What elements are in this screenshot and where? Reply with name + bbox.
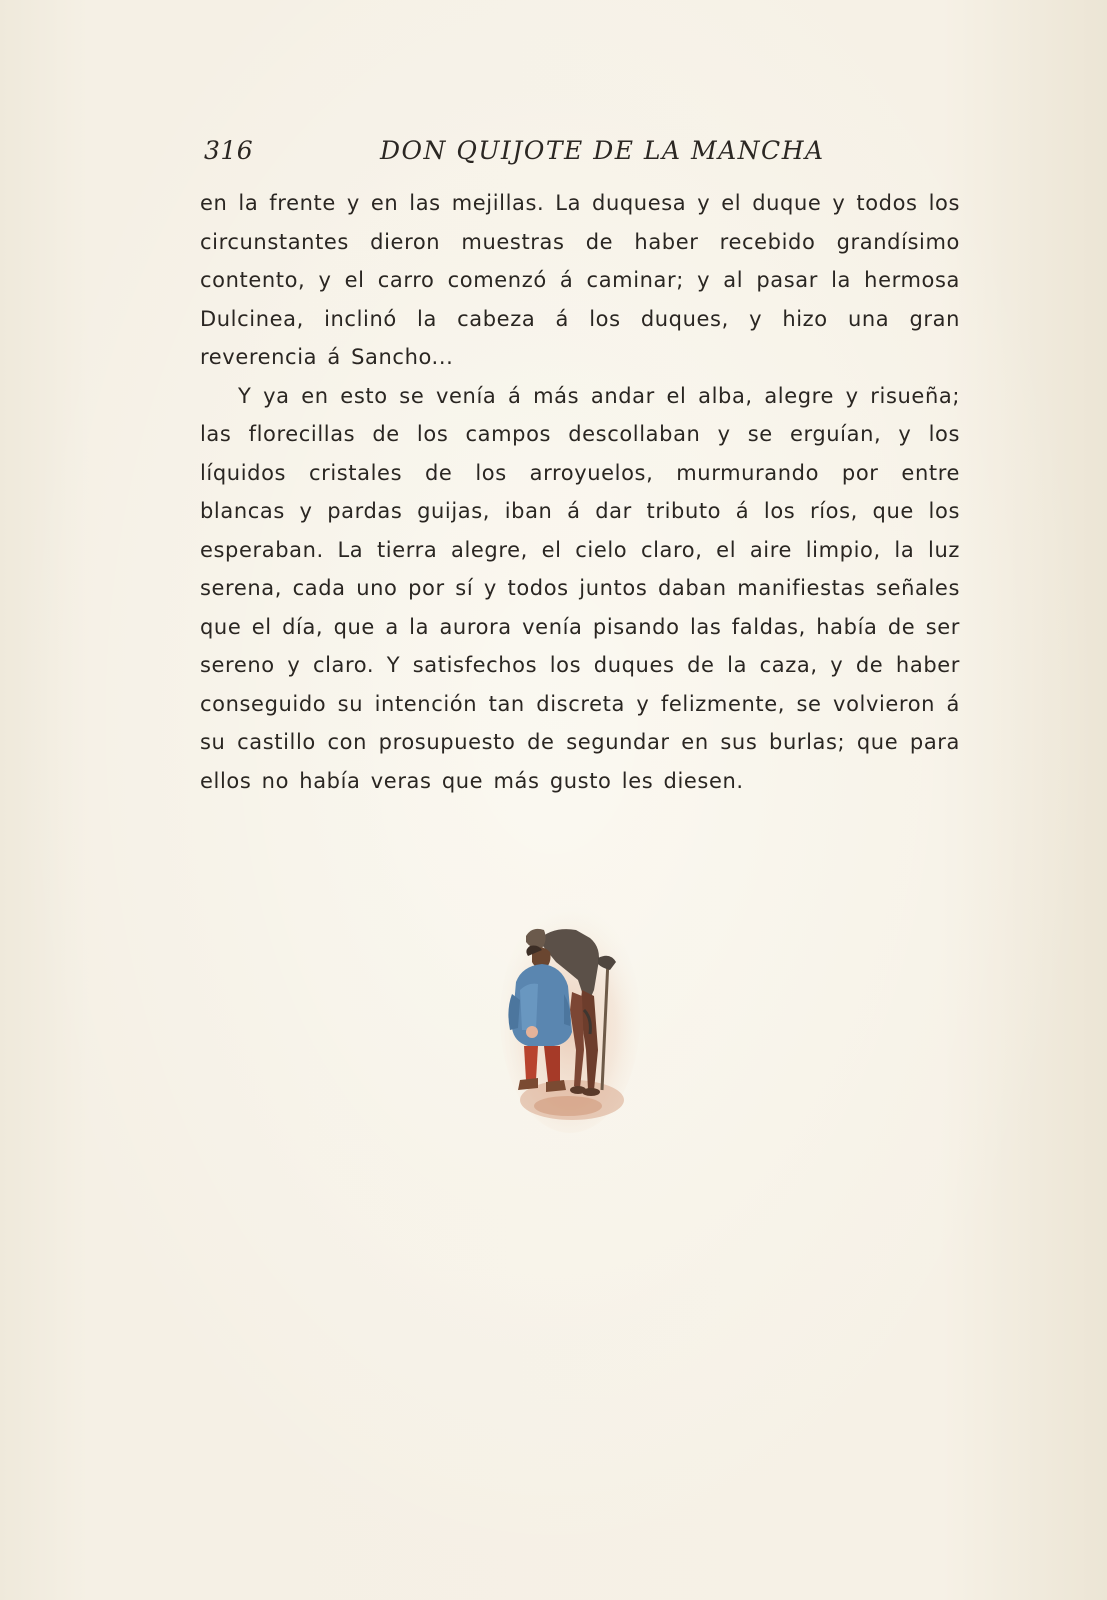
body-text <box>200 184 960 800</box>
running-head <box>200 132 960 172</box>
paragraph-continuation: en la frente y en las mejillas. La duquesa y el duque y todos los circunstantes dieron muestras de haber recebido grandísimo contento, y el carro comenzó á caminar; y al pasar la hermosa Dulcinea, inclinó la cabeza á los duques, y hizo una gran reverencia á Sancho... <box>200 191 960 369</box>
book-title: DON QUIJOTE DE LA MANCHA <box>380 136 825 165</box>
page-number: 316 <box>204 136 254 165</box>
paragraph: Y ya en esto se venía á más andar el alba, alegre y risueña; las florecillas de los campos descollaban y se erguían, y los líquidos cristales de los arroyuelos, murmurando por entre blancas y pardas guijas, iban á dar tributo á los ríos, que los esperaban. La tierra alegre, el cielo claro, el aire limpio, la luz serena, cada uno por sí y todos juntos daban manifiestas señales que el día, que a la aurora venía pisando las faldas, había de ser sereno y claro. Y satisfechos los duques de la caza, y de haber conseguido su intención tan discreta y felizmente, se volvieron á su castillo con prosupuesto de segundar en sus burlas; que para ellos no había veras que más gusto les diesen. <box>200 383 960 793</box>
don-quijote-sancho-vignette-icon <box>498 900 648 1140</box>
